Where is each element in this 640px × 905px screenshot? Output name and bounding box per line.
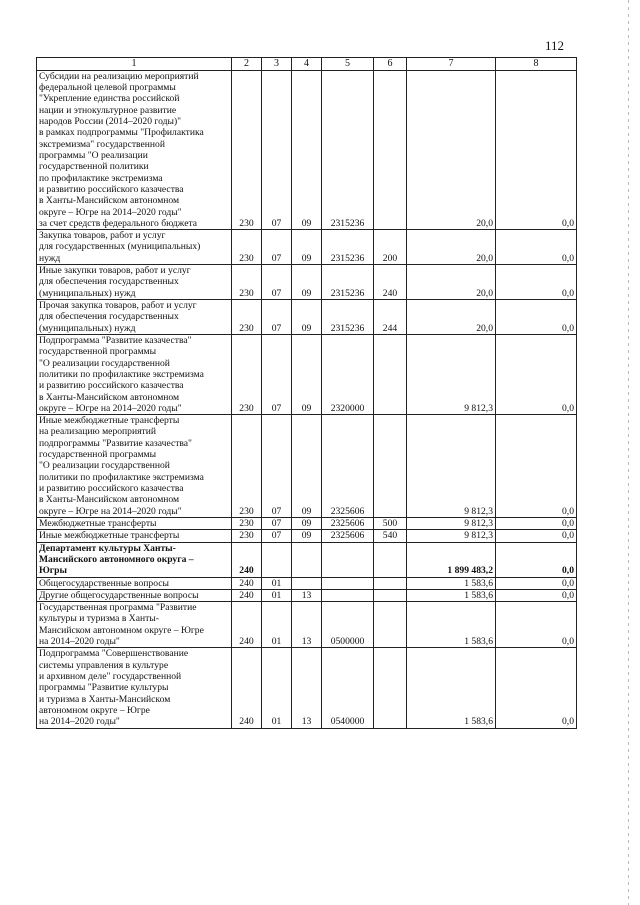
cell-expense-type [374, 334, 407, 414]
cell-section: 07 [262, 265, 292, 300]
page-number: 112 [545, 38, 565, 53]
row-name: Закупка товаров, работ и услуг для государственных (муниципальных) нужд [37, 230, 232, 265]
cell-amount-2: 0,0 [496, 70, 577, 229]
cell-section: 07 [262, 300, 292, 335]
cell-ved: 240 [232, 589, 262, 601]
cell-target: 2325606 [322, 517, 374, 529]
cell-amount-2: 0,0 [496, 517, 577, 529]
table-row [37, 589, 577, 601]
cell-amount: 20,0 [407, 300, 496, 335]
cell-ved: 230 [232, 530, 262, 542]
cell-amount-2: 0,0 [496, 415, 577, 518]
cell-section: 01 [262, 602, 292, 648]
cell-subsection: 09 [292, 230, 322, 265]
table-row [37, 230, 577, 265]
table-row [37, 334, 577, 414]
table-row [37, 265, 577, 300]
cell-subsection [292, 577, 322, 589]
cell-target: 0500000 [322, 602, 374, 648]
cell-expense-type [374, 648, 407, 728]
cell-amount-2: 0,0 [496, 648, 577, 728]
cell-subsection: 13 [292, 602, 322, 648]
cell-ved: 240 [232, 542, 262, 577]
cell-expense-type [374, 542, 407, 577]
cell-expense-type [374, 589, 407, 601]
cell-section: 07 [262, 530, 292, 542]
cell-expense-type [374, 602, 407, 648]
table-row [37, 300, 577, 335]
budget-table [36, 57, 577, 729]
cell-subsection [292, 542, 322, 577]
cell-subsection: 09 [292, 415, 322, 518]
cell-amount: 20,0 [407, 265, 496, 300]
row-name: Иные межбюджетные трансферты на реализацию мероприятий подпрограммы "Развитие казачества" государственной программы "О реализации государственной политики по профилактике экстремизма и развитию российского казачества в Ханты-Мансийском автономном округе – Югре на 2014–2020 годы" [37, 415, 232, 518]
cell-subsection: 13 [292, 589, 322, 601]
cell-ved: 230 [232, 415, 262, 518]
cell-expense-type: 200 [374, 230, 407, 265]
cell-amount-2: 0,0 [496, 300, 577, 335]
cell-amount-2: 0,0 [496, 577, 577, 589]
cell-ved: 230 [232, 300, 262, 335]
cell-ved: 230 [232, 517, 262, 529]
cell-amount-2: 0,0 [496, 542, 577, 577]
row-name: Иные межбюджетные трансферты [37, 530, 232, 542]
cell-amount: 1 583,6 [407, 577, 496, 589]
cell-expense-type: 540 [374, 530, 407, 542]
cell-section: 07 [262, 334, 292, 414]
col-header: 7 [407, 58, 496, 71]
row-name: Общегосударственные вопросы [37, 577, 232, 589]
scan-edge [628, 0, 629, 905]
cell-target: 2315236 [322, 265, 374, 300]
row-name: Субсидии на реализацию мероприятий федеральной целевой программы "Укрепление единства российской нации и этнокультурное развитие народов России (2014–2020 годы)" в рамках подпрограммы "Профилактика экстремизма" государственной программы "О реализации государственной политики по профилактике экстремизма и развитию российского казачества в Ханты-Мансийском автономном округе – Югре на 2014–2020 годы" за счет средств федерального бюджета [37, 70, 232, 229]
cell-amount: 20,0 [407, 70, 496, 229]
row-name: Государственная программа "Развитие культуры и туризма в Ханты- Мансийском автономном округе – Югре на 2014–2020 годы" [37, 602, 232, 648]
col-header: 4 [292, 58, 322, 71]
cell-expense-type [374, 70, 407, 229]
cell-subsection: 09 [292, 300, 322, 335]
table-row [37, 648, 577, 728]
cell-expense-type [374, 415, 407, 518]
row-name: Подпрограмма "Развитие казачества" государственной программы "О реализации государственной политики по профилактике экстремизма и развитию российского казачества в Ханты-Мансийском автономном округе – Югре на 2014–2020 годы" [37, 334, 232, 414]
cell-ved: 230 [232, 230, 262, 265]
cell-amount-2: 0,0 [496, 334, 577, 414]
table-row [37, 70, 577, 229]
cell-section: 07 [262, 230, 292, 265]
cell-section: 07 [262, 70, 292, 229]
table-row [37, 542, 577, 577]
cell-amount-2: 0,0 [496, 589, 577, 601]
cell-target: 0540000 [322, 648, 374, 728]
cell-section: 01 [262, 648, 292, 728]
cell-subsection: 09 [292, 530, 322, 542]
cell-target: 2320000 [322, 334, 374, 414]
cell-amount: 1 583,6 [407, 648, 496, 728]
cell-expense-type: 240 [374, 265, 407, 300]
cell-subsection: 09 [292, 265, 322, 300]
cell-section [262, 542, 292, 577]
cell-ved: 240 [232, 577, 262, 589]
cell-amount-2: 0,0 [496, 530, 577, 542]
row-name: Подпрограмма "Совершенствование системы управления в культуре и архивном деле" государственной программы "Развитие культуры и туризма в Ханты-Мансийском автономном округе – Югре на 2014–2020 годы" [37, 648, 232, 728]
row-name: Иные закупки товаров, работ и услуг для обеспечения государственных (муниципальных) нужд [37, 265, 232, 300]
col-header: 8 [496, 58, 577, 71]
row-name: Межбюджетные трансферты [37, 517, 232, 529]
cell-target: 2315236 [322, 70, 374, 229]
cell-section: 07 [262, 517, 292, 529]
cell-amount: 1 899 483,2 [407, 542, 496, 577]
table-row [37, 602, 577, 648]
cell-ved: 240 [232, 648, 262, 728]
cell-ved: 240 [232, 602, 262, 648]
col-header: 3 [262, 58, 292, 71]
cell-amount: 9 812,3 [407, 530, 496, 542]
col-header: 5 [322, 58, 374, 71]
table-row [37, 517, 577, 529]
cell-target: 2315236 [322, 300, 374, 335]
cell-expense-type: 500 [374, 517, 407, 529]
cell-amount: 20,0 [407, 230, 496, 265]
cell-target [322, 542, 374, 577]
cell-amount: 9 812,3 [407, 517, 496, 529]
table-row [37, 577, 577, 589]
row-name: Департамент культуры Ханты- Мансийского автономного округа – Югры [37, 542, 232, 577]
cell-target: 2325606 [322, 415, 374, 518]
cell-subsection: 09 [292, 517, 322, 529]
cell-amount: 1 583,6 [407, 589, 496, 601]
row-name: Другие общегосударственные вопросы [37, 589, 232, 601]
table-header-row [37, 58, 577, 71]
cell-target: 2315236 [322, 230, 374, 265]
cell-amount-2: 0,0 [496, 230, 577, 265]
table-row [37, 530, 577, 542]
cell-amount: 1 583,6 [407, 602, 496, 648]
cell-expense-type: 244 [374, 300, 407, 335]
col-header: 6 [374, 58, 407, 71]
table-row [37, 415, 577, 518]
row-name: Прочая закупка товаров, работ и услуг для обеспечения государственных (муниципальных) нужд [37, 300, 232, 335]
cell-section: 01 [262, 589, 292, 601]
cell-ved: 230 [232, 265, 262, 300]
cell-expense-type [374, 577, 407, 589]
cell-amount: 9 812,3 [407, 334, 496, 414]
cell-section: 01 [262, 577, 292, 589]
cell-subsection: 09 [292, 334, 322, 414]
cell-amount: 9 812,3 [407, 415, 496, 518]
cell-ved: 230 [232, 334, 262, 414]
cell-target [322, 577, 374, 589]
col-header: 1 [37, 58, 232, 71]
cell-ved: 230 [232, 70, 262, 229]
cell-amount-2: 0,0 [496, 265, 577, 300]
cell-target [322, 589, 374, 601]
cell-subsection: 09 [292, 70, 322, 229]
cell-target: 2325606 [322, 530, 374, 542]
col-header: 2 [232, 58, 262, 71]
cell-subsection: 13 [292, 648, 322, 728]
cell-section: 07 [262, 415, 292, 518]
cell-amount-2: 0,0 [496, 602, 577, 648]
